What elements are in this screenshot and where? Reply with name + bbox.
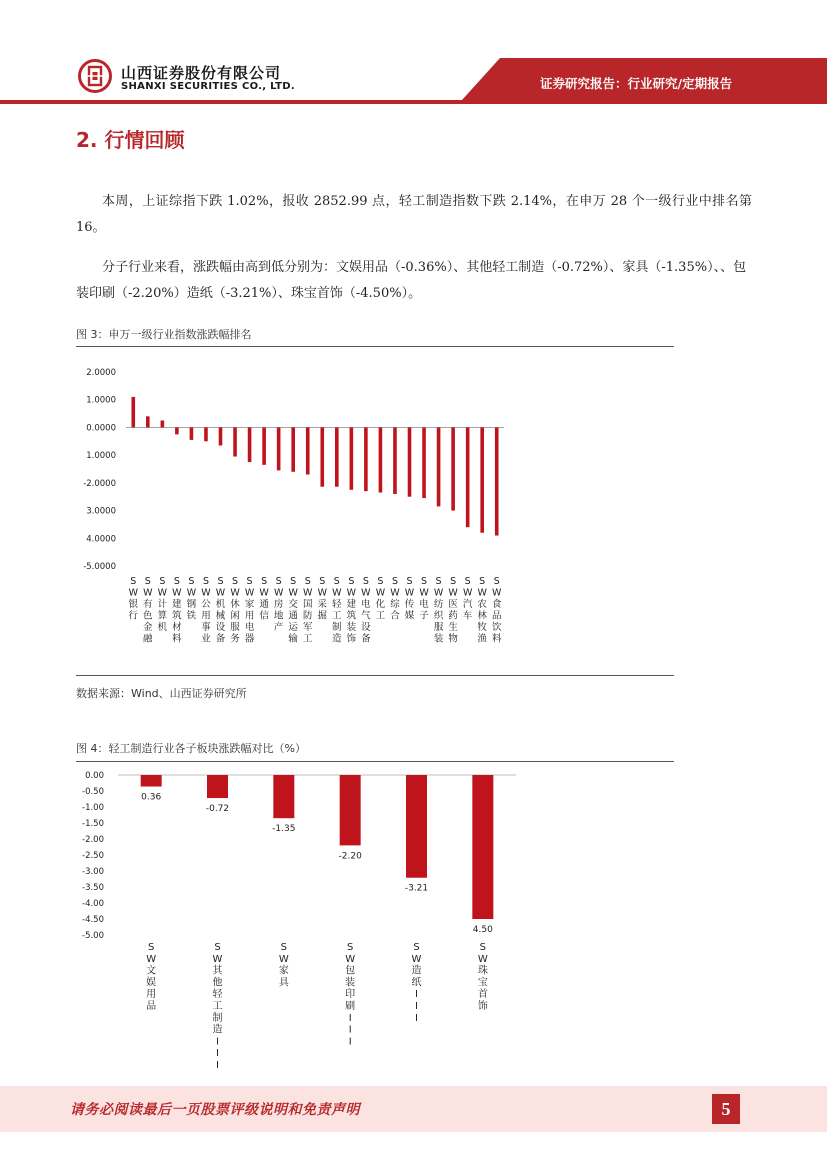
y-tick-label: -3.00 <box>82 867 104 877</box>
x-tick-label: S W 珠宝首饰 <box>477 942 488 1012</box>
x-tick-label: S W 国防军工 <box>302 576 313 645</box>
figure4-caption: 图 4：轻工制造行业各子板块涨跌幅对比（%） <box>76 742 306 755</box>
x-tick-label: S W 机械设备 <box>215 576 226 645</box>
x-tick-label: S W 传媒 <box>404 576 415 622</box>
bar <box>131 397 135 427</box>
x-tick-label: S W 造纸 I I I <box>411 942 422 1024</box>
y-tick-label: -2.00 <box>82 835 104 845</box>
x-tick-label: S W 建筑装饰 <box>346 576 357 645</box>
bar <box>379 427 383 492</box>
figure4-top-rule <box>76 761 674 762</box>
bar <box>320 427 324 486</box>
data-label: -1.35 <box>272 824 296 835</box>
x-tick-label: S W 银行 <box>128 576 139 622</box>
x-tick-label: S W 公用事业 <box>201 576 211 645</box>
y-tick-label: 1.0000 <box>86 395 116 406</box>
data-label: 4.50 <box>472 925 493 935</box>
y-tick-label: -2.50 <box>82 851 104 861</box>
x-tick-label: S W 电子 <box>419 576 429 622</box>
bar <box>437 427 441 506</box>
y-tick-label: 0.0000 <box>86 423 116 434</box>
x-tick-label: S W 电气设备 <box>361 576 371 645</box>
figure4-chart <box>76 764 674 1071</box>
figure3-source: 数据来源：Wind、山西证券研究所 <box>76 687 247 700</box>
y-tick-label: -1.00 <box>82 803 104 813</box>
company-logo-icon <box>78 59 112 93</box>
bar <box>340 775 361 845</box>
bar <box>262 427 266 464</box>
bar <box>408 427 412 496</box>
bar <box>306 427 310 474</box>
x-tick-label: S W 汽车 <box>462 576 473 622</box>
x-tick-label: S W 有色金融 <box>143 576 153 645</box>
figure3-caption: 图 3：申万一级行业指数涨跌幅排名 <box>76 328 252 341</box>
x-tick-label: S W 农林牧渔 <box>477 576 487 645</box>
data-label: -2.20 <box>338 851 362 862</box>
y-tick-label: -0.50 <box>82 787 104 797</box>
y-tick-label: 2.0000 <box>86 368 116 378</box>
x-tick-label: S W 纺织服装 <box>433 576 444 645</box>
figure3-bottom-rule <box>76 675 674 676</box>
x-tick-label: S W 食品饮料 <box>491 576 502 645</box>
bar <box>161 421 165 428</box>
bar <box>393 427 397 494</box>
figure3-chart <box>76 350 674 674</box>
y-tick-label: -3.50 <box>82 883 104 893</box>
bar <box>204 427 208 441</box>
y-tick-label: -5.0000 <box>83 562 116 572</box>
bar <box>248 427 252 462</box>
x-tick-label: S W 家用电器 <box>244 576 255 645</box>
x-tick-label: S W 建筑材料 <box>172 576 182 645</box>
x-tick-label: S W 医药生物 <box>448 576 458 645</box>
bar <box>207 775 228 798</box>
y-tick-label: 4.0000 <box>86 534 116 545</box>
header-divider <box>0 100 827 104</box>
bar <box>364 427 368 491</box>
x-tick-label: S W 包装印刷 I I I <box>345 942 356 1048</box>
x-tick-label: S W 交通运输 <box>288 576 298 645</box>
footer-disclaimer: 请务必阅读最后一页股票评级说明和免责声明 <box>70 1102 360 1118</box>
x-tick-label: S W 综合 <box>390 576 400 622</box>
x-tick-label: S W 家具 <box>278 942 289 989</box>
bar <box>451 427 455 510</box>
bar <box>146 416 150 427</box>
x-tick-label: S W 休闲服务 <box>230 576 240 645</box>
bar <box>175 427 179 434</box>
data-label: -3.21 <box>404 883 429 894</box>
y-tick-label: -5.00 <box>82 931 104 941</box>
bar <box>141 775 162 787</box>
y-tick-label: -4.00 <box>82 899 104 909</box>
bar <box>422 427 426 498</box>
bar <box>466 427 470 527</box>
bar <box>277 427 281 470</box>
y-tick-label: -2.0000 <box>83 478 116 489</box>
y-tick-label: 1.0000 <box>86 451 116 462</box>
x-tick-label: S W 钢铁 <box>186 576 197 622</box>
data-label: 0.36 <box>141 792 162 803</box>
y-tick-label: -1.50 <box>82 819 104 829</box>
bar <box>480 427 484 532</box>
bar <box>219 427 223 445</box>
y-tick-label: -4.50 <box>82 915 104 925</box>
x-tick-label: S W 计算机 <box>157 576 168 633</box>
x-tick-label: S W 通信 <box>259 576 269 622</box>
y-tick-label: 0.00 <box>85 771 104 781</box>
bar <box>190 427 194 439</box>
figure3-top-rule <box>76 346 674 347</box>
bar <box>335 427 339 486</box>
bar <box>495 427 499 535</box>
paragraph-subindustry: 分子行业来看，涨跌幅由高到低分别为：文娱用品（-0.36%）、其他轻工制造（-0.72%）、家具（-1.35%）、、包装印刷（-2.20%）造纸（-3.21%）、珠宝首饰（-4.50%）。 <box>76 260 747 301</box>
bar <box>273 775 294 818</box>
data-label: -0.72 <box>205 804 230 815</box>
report-type: 证券研究报告：行业研究/定期报告 <box>540 76 733 91</box>
bar <box>233 427 237 456</box>
x-tick-label: S W 采掘 <box>317 576 328 622</box>
x-tick-label: S W 其他轻工制造 I I I <box>212 942 223 1071</box>
bar <box>406 775 427 878</box>
bar <box>472 775 493 919</box>
bar <box>291 427 295 471</box>
company-name-en: SHANXI SECURITIES CO., LTD. <box>121 81 295 92</box>
bar <box>350 427 354 489</box>
x-tick-label: S W 轻工制造 <box>332 576 342 645</box>
x-tick-label: S W 房地产 <box>273 576 284 633</box>
x-tick-label: S W 文娱用品 <box>146 942 157 1012</box>
y-tick-label: 3.0000 <box>86 506 116 517</box>
company-name-cn: 山西证券股份有限公司 <box>121 64 282 82</box>
paragraph-weekly-summary: 本周，上证综指下跌 1.02%，报收 2852.99 点，轻工制造指数下跌 2.14%，在申万 28 个一级行业中排名第 16。 <box>76 194 752 235</box>
page-number: 5 <box>712 1094 740 1124</box>
x-tick-label: S W 化工 <box>375 576 386 622</box>
section-title: 2. 行情回顾 <box>76 128 185 152</box>
